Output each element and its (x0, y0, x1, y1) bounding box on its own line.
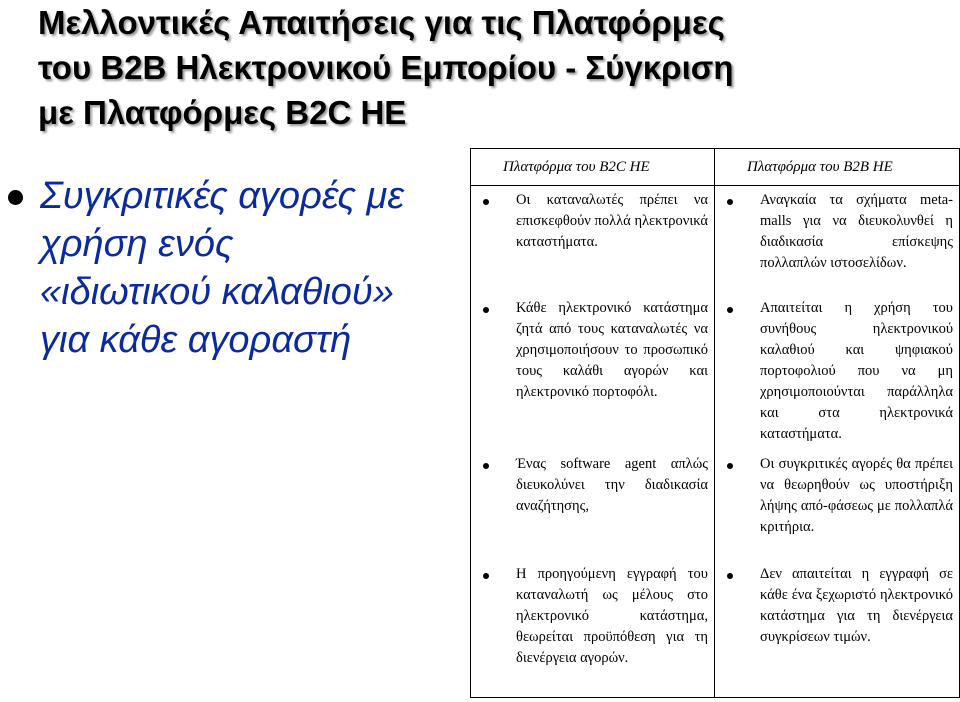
slide-title-line: του B2B Ηλεκτρονικού Εμπορίου - Σύγκριση (38, 49, 734, 86)
bullet-dot-icon (727, 463, 733, 469)
table-row (471, 450, 960, 560)
table-cell-b2b (715, 294, 960, 450)
cell-text: Αναγκαία τα σχήματα meta-malls για να διευκολυνθεί η διαδικασία επίσκεψης πολλαπλών ιστοσελίδων. (760, 192, 953, 271)
cell-text: Απαιτείται η χρήση του συνήθους ηλεκτρονικού καλαθιού και ψηφιακού πορτοφολιού που να μη χρησιμοποιούνται παράλληλα και στα ηλεκτρονικά καταστήματα. (760, 299, 953, 442)
bullet-text-line: Συγκριτικές αγορές με (40, 175, 405, 217)
table-cell-b2b (715, 450, 960, 560)
cell-text: Κάθε ηλεκτρονικό κατάστημα ζητά από τους καταναλωτές να χρησιμοποιήσουν το προσωπικό τους καλάθι αγορών και ηλεκτρονικό πορτοφόλι. (516, 299, 708, 400)
cell-text: Δεν απαιτείται η εγγραφή σε κάθε ένα ξεχωριστό ηλεκτρονικό κατάστημα για τη διενέργεια συγκρίσεων τιμών. (760, 565, 953, 645)
cell-text: Η προηγούμενη εγγραφή του καταναλωτή ως μέλους στο ηλεκτρονικό κατάστημα, θεωρείται προϋπόθεση για τη διενέργεια αγορών. (516, 565, 708, 666)
bullet-list (8, 172, 453, 364)
slide-title (38, 0, 938, 135)
cell-text: Ένας software agent απλώς διευκολύνει την διαδικασία αναζήτησης, (516, 455, 708, 514)
table-row (471, 560, 960, 698)
column-header-b2c: Πλατφόρμα του B2C ΗΕ (471, 149, 715, 186)
bullet-dot-icon (727, 307, 733, 313)
slide-title-line: με Πλατφόρμες B2C ΗΕ (38, 94, 407, 131)
bullet-dot-icon (727, 199, 733, 205)
slide-title-line: Μελλοντικές Απαιτήσεις για τις Πλατφόρμες (38, 4, 725, 41)
bullet-item (8, 172, 453, 364)
bullet-dot-icon (483, 463, 489, 469)
table-cell-b2b (715, 186, 960, 294)
bullet-dot-icon (483, 573, 489, 579)
bullet-dot-icon (483, 307, 489, 313)
table-cell-b2b (715, 560, 960, 698)
bullet-text-line: χρήση ενός (40, 223, 234, 265)
column-header-b2b: Πλατφόρμα του B2B ΗΕ (715, 149, 960, 186)
table-cell-b2c (471, 450, 715, 560)
table-row (471, 294, 960, 450)
table-cell-b2c (471, 294, 715, 450)
table-header-row (471, 149, 960, 186)
cell-text: Οι συγκριτικές αγορές θα πρέπει να θεωρηθούν ως υποστήριξη λήψης από-φάσεως με πολλαπλά κριτήρια. (760, 455, 953, 535)
comparison-table (470, 148, 960, 698)
bullet-text (40, 172, 453, 364)
bullet-text-line: για κάθε αγοραστή (40, 319, 352, 361)
bullet-dot-icon (8, 190, 23, 205)
table-cell-b2c (471, 560, 715, 698)
table-row (471, 186, 960, 294)
bullet-text-line: «ιδιωτικού καλαθιού» (40, 271, 394, 313)
cell-text: Οι καταναλωτές πρέπει να επισκεφθούν πολλά ηλεκτρονικά καταστήματα. (516, 192, 708, 250)
table-cell-b2c (471, 186, 715, 294)
bullet-dot-icon (727, 573, 733, 579)
bullet-dot-icon (483, 199, 489, 205)
